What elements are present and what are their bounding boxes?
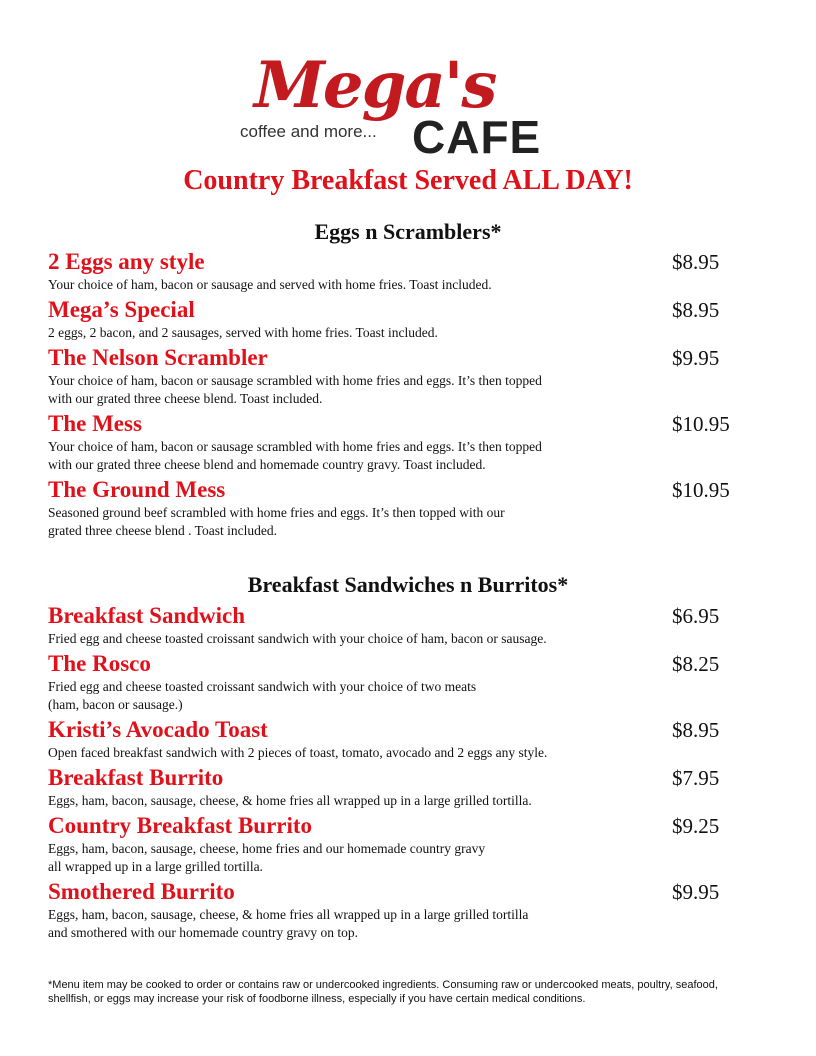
menu-item <box>48 765 768 810</box>
menu-item-description: Your choice of ham, bacon or sausage scrambled with home fries and eggs. It’s then topped with our grated three cheese blend and homemade country gravy. Toast included. <box>48 439 542 472</box>
logo-tagline: coffee and more... <box>240 122 377 141</box>
menu-item-description: Fried egg and cheese toasted croissant sandwich with your choice of two meats (ham, bacon or sausage.) <box>48 679 477 712</box>
menu-item-name: Kristi’s Avocado Toast <box>48 717 268 742</box>
section-title-eggs: Eggs n Scramblers* <box>314 219 502 244</box>
menu-item-name: Breakfast Sandwich <box>48 603 246 628</box>
menu-item-name: Breakfast Burrito <box>48 765 224 790</box>
menu-item-description: Your choice of ham, bacon or sausage scrambled with home fries and eggs. It’s then topped with our grated three cheese blend. Toast included. <box>48 373 542 406</box>
menu-item-name: The Mess <box>48 411 142 436</box>
cafe-logo <box>240 48 580 163</box>
menu-item <box>48 477 768 540</box>
logo-script-text: Mega's <box>254 48 496 123</box>
menu-item <box>48 813 768 876</box>
menu-item <box>48 345 768 408</box>
menu-item-description: Eggs, ham, bacon, sausage, cheese, & home fries all wrapped up in a large grilled tortilla. <box>48 793 532 808</box>
menu-item-name: The Ground Mess <box>48 477 226 502</box>
menu-item-description: Your choice of ham, bacon or sausage and served with home fries. Toast included. <box>48 277 492 292</box>
menu-item-description: Eggs, ham, bacon, sausage, cheese, home fries and our homemade country gravy all wrapped up in a large grilled tortilla. <box>48 841 486 874</box>
menu-item-description: Fried egg and cheese toasted croissant sandwich with your choice of ham, bacon or sausage. <box>48 631 547 646</box>
menu-item-name: Smothered Burrito <box>48 879 235 904</box>
logo-cafe-text: CAFE <box>412 111 542 163</box>
menu-item-name: The Rosco <box>48 651 151 676</box>
menu-item-price: $8.95 <box>672 250 720 274</box>
menu-item-description: Eggs, ham, bacon, sausage, cheese, & home fries all wrapped up in a large grilled tortilla and smothered with our homemade country gravy on top. <box>48 907 529 940</box>
allergy-footnote: *Menu item may be cooked to order or contains raw or undercooked ingredients. Consuming raw or undercooked meats, poultry, seafood, shellfish, or eggs may increase your risk of foodborne illness, especially if you have certain medical conditions. <box>48 979 718 1005</box>
menu-item-price: $7.95 <box>672 766 720 790</box>
menu-item <box>48 651 768 714</box>
menu-item-description: 2 eggs, 2 bacon, and 2 sausages, served with home fries. Toast included. <box>48 325 438 340</box>
section-title-sandwiches: Breakfast Sandwiches n Burritos* <box>247 572 569 597</box>
menu-item-description: Seasoned ground beef scrambled with home fries and eggs. It’s then topped with our grated three cheese blend . Toast included. <box>48 505 505 538</box>
menu-item-price: $9.25 <box>672 814 720 838</box>
menu-item <box>48 717 768 762</box>
page-title: Country Breakfast Served ALL DAY! <box>183 165 633 196</box>
menu-item-description: Open faced breakfast sandwich with 2 pieces of toast, tomato, avocado and 2 eggs any style. <box>48 745 548 760</box>
menu-item-price: $6.95 <box>672 604 720 628</box>
menu-item-price: $10.95 <box>672 412 730 436</box>
menu-item-price: $8.95 <box>672 718 720 742</box>
menu-item-name: Mega’s Special <box>48 297 195 322</box>
menu-item-price: $9.95 <box>672 346 720 370</box>
menu-item <box>48 411 768 474</box>
menu-item-price: $8.25 <box>672 652 720 676</box>
menu-item-price: $9.95 <box>672 880 720 904</box>
menu-item-name: Country Breakfast Burrito <box>48 813 313 838</box>
menu-item-name: The Nelson Scrambler <box>48 345 268 370</box>
menu-item <box>48 249 768 294</box>
menu-item-price: $8.95 <box>672 298 720 322</box>
menu-item-price: $10.95 <box>672 478 730 502</box>
menu-item-name: 2 Eggs any style <box>48 249 205 274</box>
menu-item <box>48 879 768 942</box>
menu-item <box>48 603 768 648</box>
menu-item <box>48 297 768 342</box>
